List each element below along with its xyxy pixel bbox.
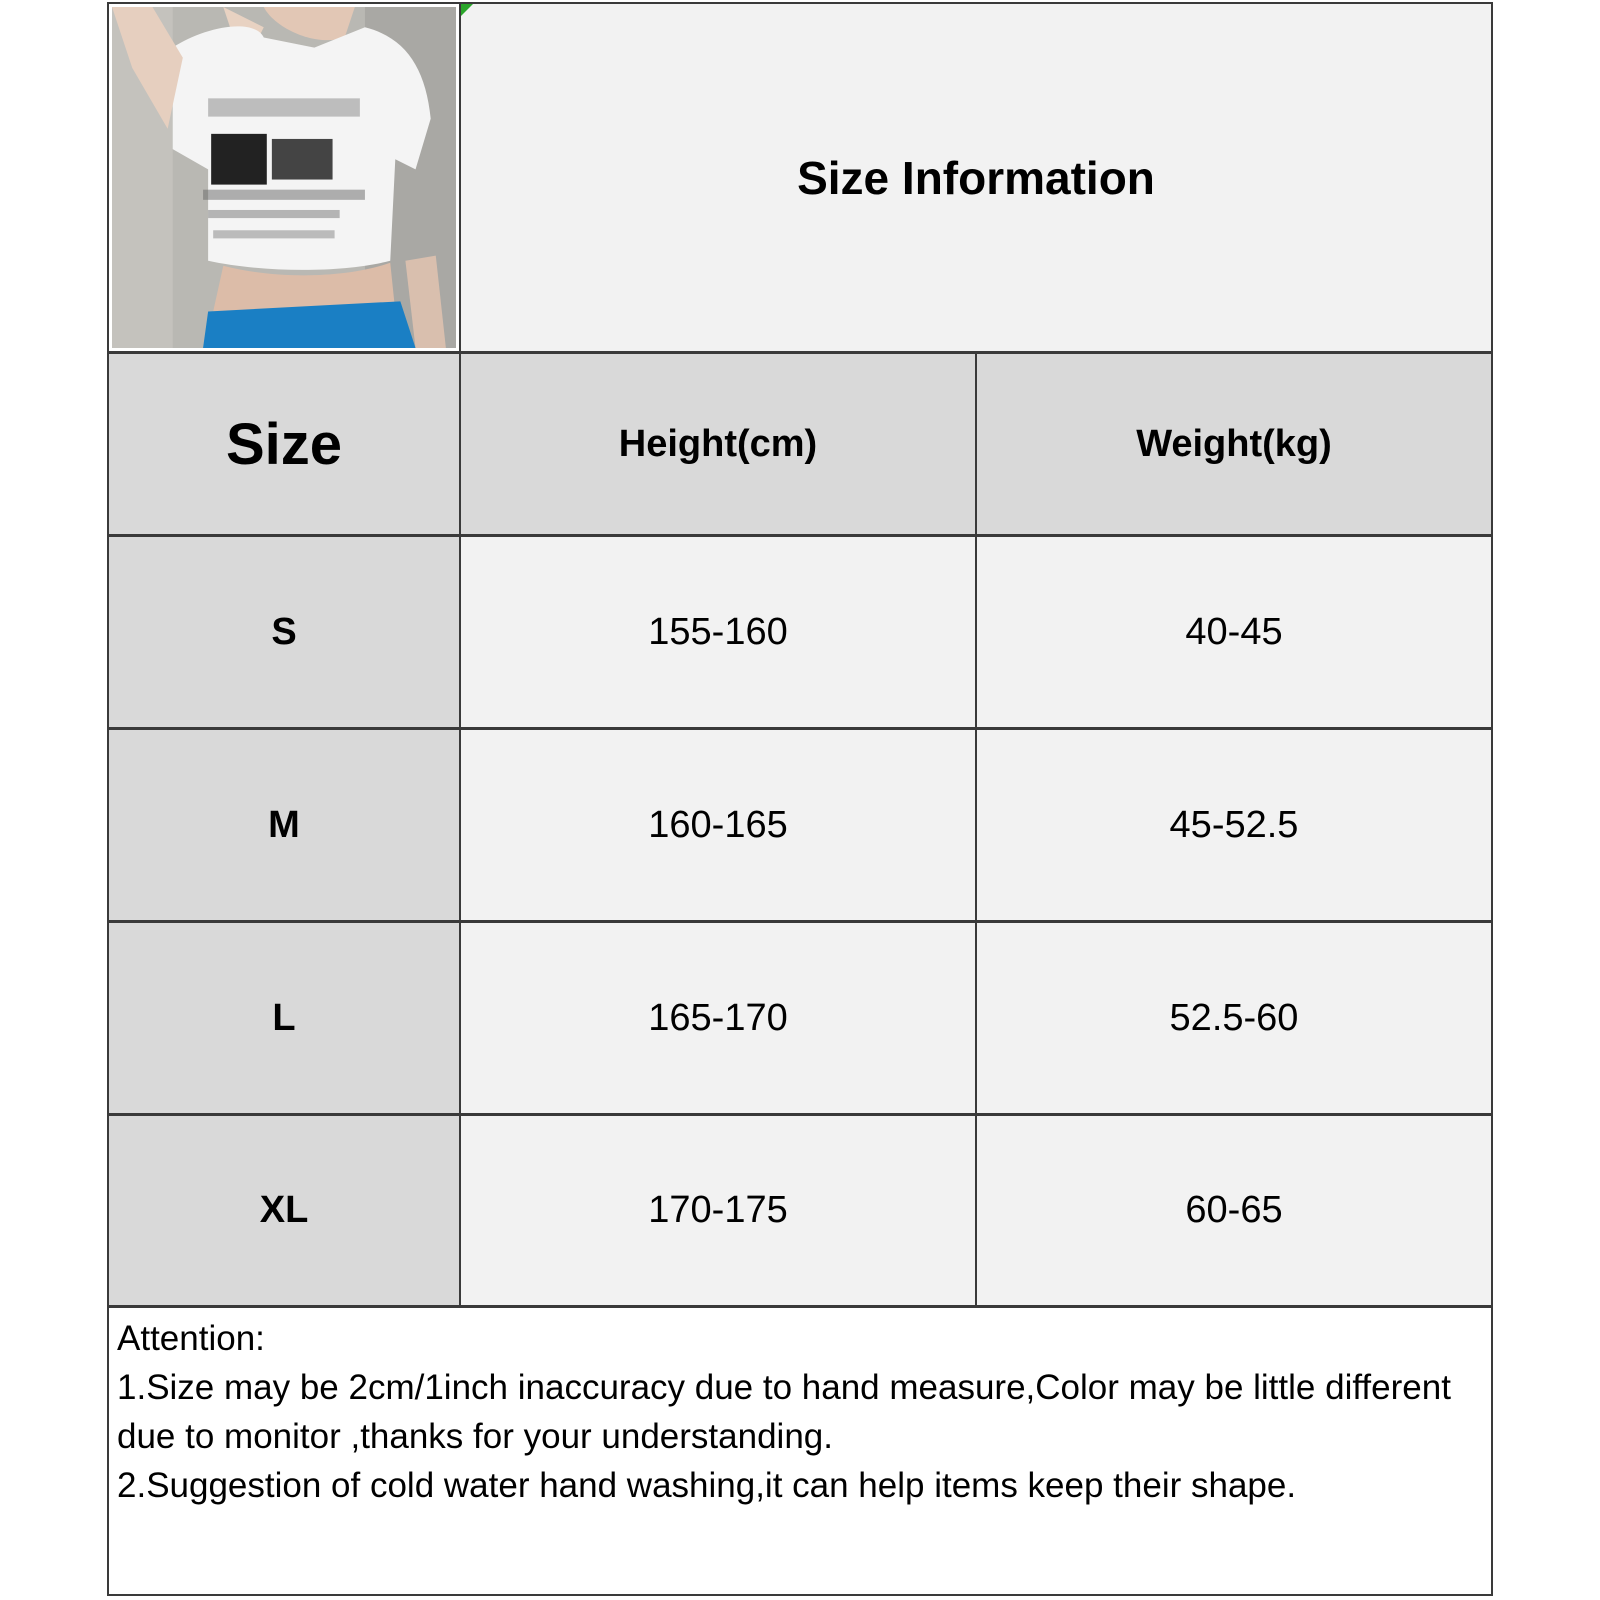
product-photo-cell [109, 4, 461, 354]
table-row [109, 537, 1491, 730]
height-value: 155-160 [648, 610, 788, 653]
height-value: 160-165 [648, 803, 788, 846]
weight-column-header: Weight(kg) [1136, 422, 1332, 465]
size-value: L [272, 996, 296, 1039]
size-value: M [268, 803, 300, 846]
height-cell [461, 1116, 977, 1308]
size-cell [109, 923, 461, 1116]
height-value: 165-170 [648, 996, 788, 1039]
notes-heading: Attention: [117, 1319, 265, 1358]
size-cell [109, 1116, 461, 1308]
note-line-2: 2.Suggestion of cold water hand washing,it can help items keep their shape. [117, 1466, 1297, 1505]
table-row [109, 730, 1491, 923]
note-line-1: 1.Size may be 2cm/1inch inaccuracy due to hand measure,Color may be little different due to monitor ,thanks for your understanding. [117, 1368, 1451, 1456]
weight-value: 45-52.5 [1169, 803, 1299, 846]
height-cell [461, 923, 977, 1116]
weight-cell [977, 923, 1491, 1116]
header-size-cell [109, 354, 461, 537]
header-weight-cell [977, 354, 1491, 537]
weight-value: 52.5-60 [1169, 996, 1299, 1039]
header-height-cell [461, 354, 977, 537]
column-header-row [109, 354, 1491, 537]
header-row [109, 4, 1491, 354]
weight-value: 60-65 [1185, 1189, 1283, 1231]
size-column-header: Size [225, 411, 343, 477]
height-column-header: Height(cm) [618, 422, 818, 465]
size-cell [109, 730, 461, 923]
cell-corner-marker [461, 4, 473, 16]
title-cell [461, 4, 1491, 354]
size-value: XL [259, 1189, 309, 1231]
product-photo [112, 7, 456, 348]
attention-notes [109, 1308, 1491, 1594]
weight-value: 40-45 [1185, 610, 1283, 653]
weight-cell [977, 537, 1491, 730]
weight-cell [977, 1116, 1491, 1308]
table-row [109, 923, 1491, 1116]
size-value: S [271, 610, 297, 653]
height-cell [461, 537, 977, 730]
table-row [109, 1116, 1491, 1308]
height-cell [461, 730, 977, 923]
page-title: Size Information [797, 151, 1155, 204]
height-value: 170-175 [648, 1189, 788, 1231]
weight-cell [977, 730, 1491, 923]
size-cell [109, 537, 461, 730]
size-chart [107, 2, 1493, 1596]
